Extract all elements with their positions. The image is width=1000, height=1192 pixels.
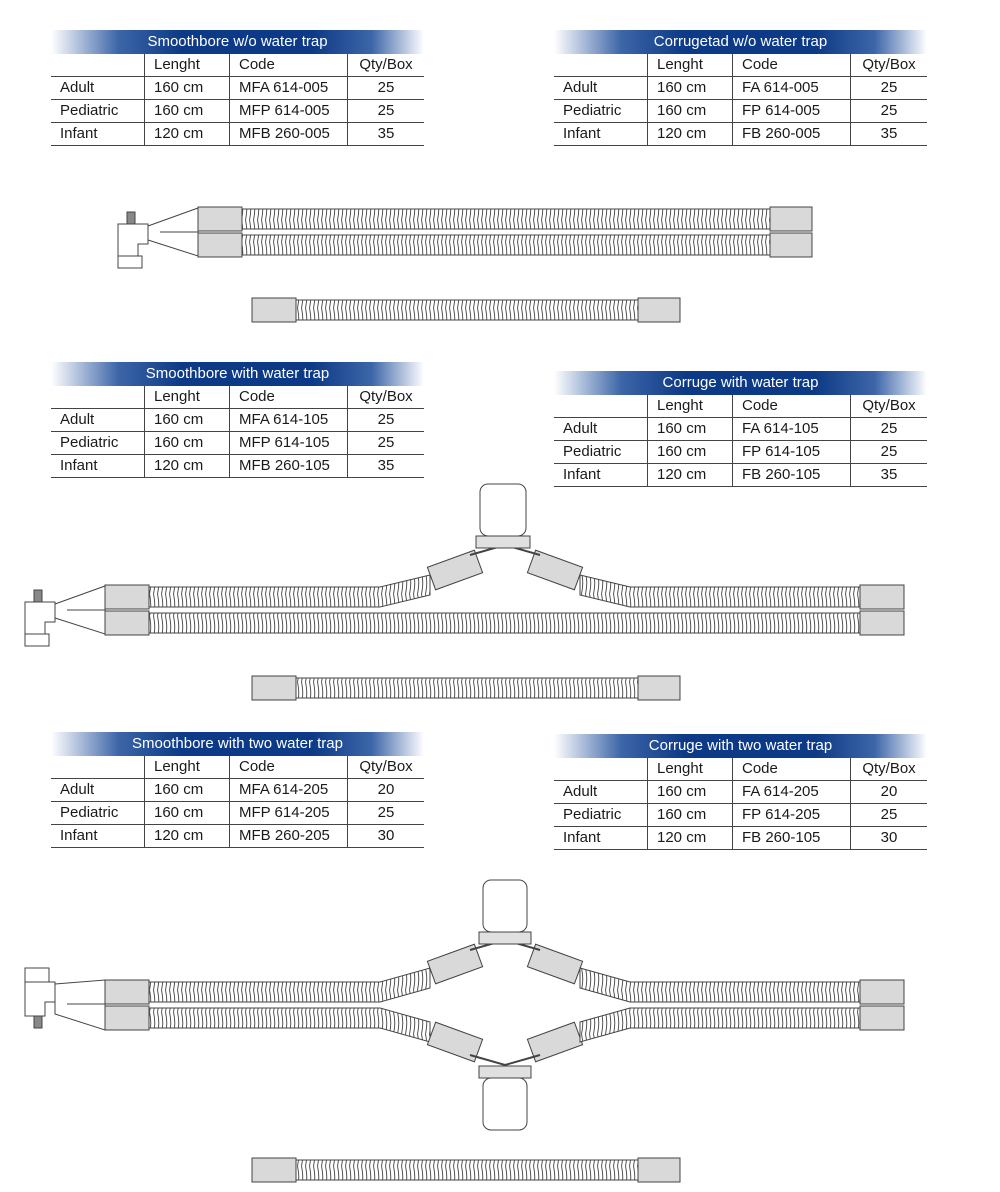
table-cell: 160 cm <box>648 77 733 100</box>
column-header: Qty/Box <box>851 758 928 781</box>
table-title: Smoothbore w/o water trap <box>51 30 424 54</box>
column-header: Qty/Box <box>348 386 425 409</box>
table-cell: 120 cm <box>145 123 230 146</box>
table-cell: 25 <box>851 77 928 100</box>
column-header: Code <box>230 756 348 779</box>
table-cell: FP 614-205 <box>733 804 851 827</box>
table-cell: MFP 614-205 <box>230 802 348 825</box>
column-header: Code <box>230 386 348 409</box>
column-header: Code <box>733 758 851 781</box>
table-cell: 30 <box>348 825 425 848</box>
table-cell: Adult <box>554 781 648 804</box>
table-cell: MFA 614-105 <box>230 409 348 432</box>
table-cell: Infant <box>554 464 648 487</box>
table-cell: 35 <box>851 123 928 146</box>
table-cell: 160 cm <box>648 804 733 827</box>
table-cell: 120 cm <box>648 827 733 850</box>
table-cell: 160 cm <box>145 779 230 802</box>
table-cell: 35 <box>851 464 928 487</box>
table-cell: MFA 614-205 <box>230 779 348 802</box>
circuit-without-water-trap-icon <box>118 207 812 268</box>
column-header: Code <box>733 54 851 77</box>
table-cell: FA 614-005 <box>733 77 851 100</box>
column-header: Code <box>230 54 348 77</box>
table-cell: Infant <box>554 827 648 850</box>
table-cell: FB 260-105 <box>733 827 851 850</box>
column-header: Lenght <box>648 54 733 77</box>
circuit-with-water-trap-icon <box>25 484 904 646</box>
table-cell: 20 <box>348 779 425 802</box>
column-header: Qty/Box <box>851 54 928 77</box>
table-cell: MFP 614-005 <box>230 100 348 123</box>
single-limb-tube-icon <box>252 298 680 322</box>
column-header: Qty/Box <box>348 54 425 77</box>
table-cell: 120 cm <box>145 455 230 478</box>
table-cell: 30 <box>851 827 928 850</box>
table-cell: 25 <box>851 441 928 464</box>
single-limb-tube-icon <box>252 1158 680 1182</box>
table-cell: 160 cm <box>145 802 230 825</box>
table-cell: 120 cm <box>648 123 733 146</box>
column-header: Lenght <box>648 758 733 781</box>
table-title: Smoothbore with two water trap <box>51 732 424 756</box>
table-cell: 120 cm <box>648 464 733 487</box>
table-cell: Adult <box>51 77 145 100</box>
table-cell: MFB 260-005 <box>230 123 348 146</box>
table-cell: MFB 260-205 <box>230 825 348 848</box>
table-title: Corruge with water trap <box>554 371 927 395</box>
table-cell: FA 614-205 <box>733 781 851 804</box>
table-cell: MFA 614-005 <box>230 77 348 100</box>
column-header: Lenght <box>648 395 733 418</box>
table-cell: 25 <box>851 804 928 827</box>
table-cell: Pediatric <box>554 100 648 123</box>
table-cell: FA 614-105 <box>733 418 851 441</box>
table-cell: 25 <box>348 432 425 455</box>
table-cell: 160 cm <box>648 781 733 804</box>
table-cell: Pediatric <box>51 432 145 455</box>
table-cell: 25 <box>348 100 425 123</box>
table-cell: Pediatric <box>554 441 648 464</box>
column-header: Lenght <box>145 54 230 77</box>
table-cell: Infant <box>51 455 145 478</box>
table-cell: 160 cm <box>648 100 733 123</box>
table-cell: Adult <box>554 418 648 441</box>
table-cell: Pediatric <box>51 802 145 825</box>
table-cell: 160 cm <box>145 432 230 455</box>
table-cell: FB 260-005 <box>733 123 851 146</box>
table-cell: 25 <box>348 77 425 100</box>
table-cell: FB 260-105 <box>733 464 851 487</box>
table-cell: Pediatric <box>554 804 648 827</box>
column-header: Qty/Box <box>348 756 425 779</box>
table-title: Smoothbore with water trap <box>51 362 424 386</box>
table-cell: Infant <box>51 123 145 146</box>
single-limb-tube-icon <box>252 676 680 700</box>
table-cell: 35 <box>348 123 425 146</box>
table-cell: Adult <box>51 409 145 432</box>
table-cell: Infant <box>51 825 145 848</box>
table-cell: 35 <box>348 455 425 478</box>
table-cell: FP 614-105 <box>733 441 851 464</box>
table-cell: MFB 260-105 <box>230 455 348 478</box>
table-cell: 160 cm <box>145 100 230 123</box>
table-title: Corrugetad w/o water trap <box>554 30 927 54</box>
table-cell: 25 <box>348 802 425 825</box>
table-cell: 160 cm <box>145 409 230 432</box>
table-cell: Adult <box>51 779 145 802</box>
table-cell: 160 cm <box>145 77 230 100</box>
column-header: Lenght <box>145 386 230 409</box>
table-cell: Infant <box>554 123 648 146</box>
table-cell: 120 cm <box>145 825 230 848</box>
table-cell: FP 614-005 <box>733 100 851 123</box>
table-cell: 160 cm <box>648 441 733 464</box>
table-cell: Adult <box>554 77 648 100</box>
column-header: Qty/Box <box>851 395 928 418</box>
circuit-with-two-water-traps-icon <box>25 880 904 1130</box>
table-cell: 20 <box>851 781 928 804</box>
column-header: Code <box>733 395 851 418</box>
column-header: Lenght <box>145 756 230 779</box>
table-cell: 25 <box>851 418 928 441</box>
table-cell: 25 <box>851 100 928 123</box>
table-cell: 25 <box>348 409 425 432</box>
table-cell: 160 cm <box>648 418 733 441</box>
table-cell: MFP 614-105 <box>230 432 348 455</box>
table-cell: Pediatric <box>51 100 145 123</box>
table-title: Corruge with two water trap <box>554 734 927 758</box>
